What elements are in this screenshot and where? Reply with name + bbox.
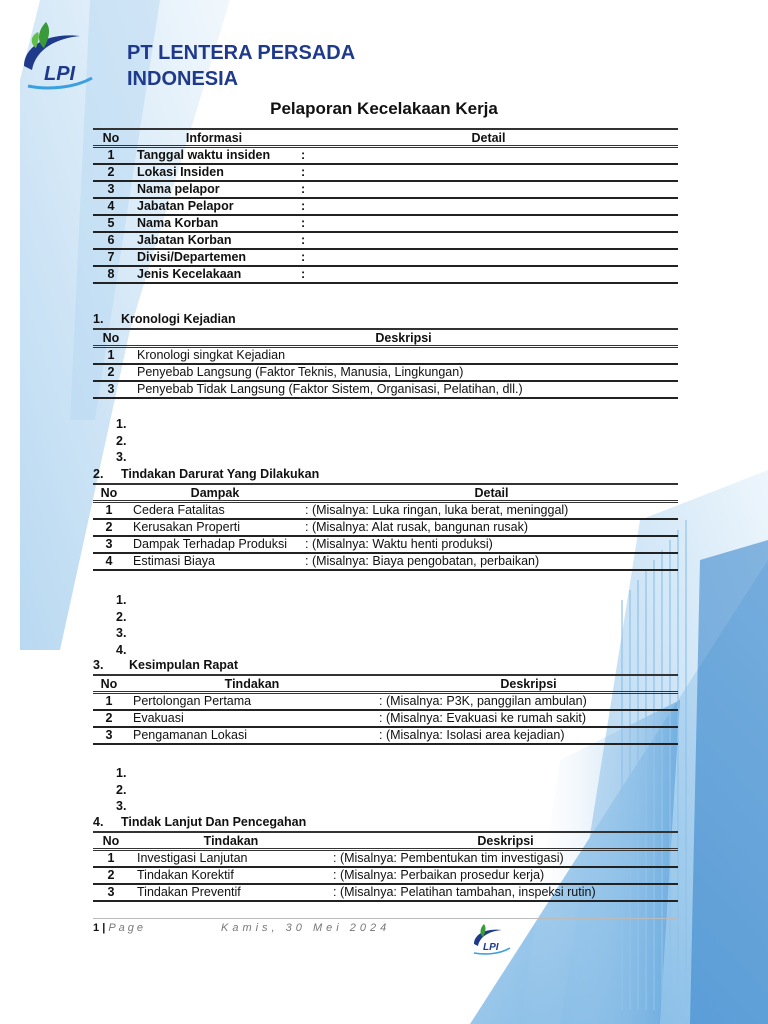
section-number: 3. xyxy=(93,658,104,672)
table-row xyxy=(93,347,678,365)
kronologi-table xyxy=(93,328,678,399)
table-row xyxy=(93,381,678,398)
list-item: 2. xyxy=(116,782,127,797)
table-row xyxy=(93,215,678,232)
row-item: Tindakan Preventif xyxy=(129,884,333,901)
page-footer xyxy=(93,922,391,934)
header-deskripsi: Deskripsi xyxy=(379,675,678,693)
document-title: Pelaporan Kecelakaan Kerja xyxy=(270,99,498,118)
footer-divider xyxy=(93,918,678,919)
row-label: Jenis Kecelakaan xyxy=(129,266,299,283)
row-detail: : (Misalnya: Biaya pengobatan, perbaikan) xyxy=(305,553,678,570)
kesimpulan-rapat-table xyxy=(93,674,678,745)
table-header-row xyxy=(93,129,678,147)
row-detail: : (Misalnya: Luka ringan, luka berat, meninggal) xyxy=(305,502,678,520)
header-detail: Detail xyxy=(299,129,678,147)
row-detail: : (Misalnya: P3K, panggilan ambulan) xyxy=(379,693,678,711)
table-header-row xyxy=(93,832,678,850)
row-no: 2 xyxy=(93,164,129,181)
row-item: Estimasi Biaya xyxy=(125,553,305,570)
row-detail: : (Misalnya: Pelatihan tambahan, inspeksi rutin) xyxy=(333,884,678,901)
company-name xyxy=(127,40,355,92)
row-value[interactable]: : xyxy=(299,249,678,266)
section-heading-tindak-lanjut xyxy=(93,815,306,829)
row-label: Nama pelapor xyxy=(129,181,299,198)
row-description: Penyebab Tidak Langsung (Faktor Sistem, Organisasi, Pelatihan, dll.) xyxy=(129,381,678,398)
row-no: 5 xyxy=(93,215,129,232)
table-row xyxy=(93,364,678,381)
row-detail: : (Misalnya: Evakuasi ke rumah sakit) xyxy=(379,710,678,727)
row-value[interactable]: : xyxy=(299,164,678,181)
header-deskripsi: Deskripsi xyxy=(333,832,678,850)
row-detail: : (Misalnya: Waktu henti produksi) xyxy=(305,536,678,553)
table-row xyxy=(93,693,678,711)
row-item: Investigasi Lanjutan xyxy=(129,850,333,868)
row-detail: : (Misalnya: Perbaikan prosedur kerja) xyxy=(333,867,678,884)
table-row xyxy=(93,850,678,868)
row-no: 3 xyxy=(93,181,129,198)
section-title: Tindak Lanjut Dan Pencegahan xyxy=(121,815,307,829)
list-item: 2. xyxy=(116,433,127,448)
table-row xyxy=(93,727,678,744)
section-title: Kronologi Kejadian xyxy=(121,312,236,326)
row-no: 8 xyxy=(93,266,129,283)
row-detail: : (Misalnya: Pembentukan tim investigasi) xyxy=(333,850,678,868)
header-detail: Detail xyxy=(305,484,678,502)
list-item: 3. xyxy=(116,450,127,464)
row-no: 1 xyxy=(93,502,125,520)
page-number: 1 xyxy=(93,922,100,934)
row-no: 2 xyxy=(93,867,129,884)
section-number: 4. xyxy=(93,815,104,829)
table-row xyxy=(93,232,678,249)
row-description: Kronologi singkat Kejadian xyxy=(129,347,678,365)
table-row xyxy=(93,147,678,165)
list-item: 1. xyxy=(116,593,127,607)
row-value[interactable]: : xyxy=(299,232,678,249)
page-label: Page xyxy=(108,922,147,934)
row-item: Tindakan Korektif xyxy=(129,867,333,884)
header-tindakan: Tindakan xyxy=(129,832,333,850)
list-item: 4. xyxy=(116,642,127,657)
header-no: No xyxy=(93,129,129,147)
header-deskripsi: Deskripsi xyxy=(129,329,678,347)
table-header-row xyxy=(93,675,678,693)
row-detail: : (Misalnya: Isolasi area kejadian) xyxy=(379,727,678,744)
section-title: Kesimpulan Rapat xyxy=(129,658,239,672)
row-label: Jabatan Pelapor xyxy=(129,198,299,215)
table-row xyxy=(93,164,678,181)
row-label: Jabatan Korban xyxy=(129,232,299,249)
row-no: 2 xyxy=(93,519,125,536)
table-row xyxy=(93,502,678,520)
tindakan-darurat-table xyxy=(93,483,678,571)
table-row xyxy=(93,266,678,283)
row-no: 1 xyxy=(93,347,129,365)
row-no: 3 xyxy=(93,381,129,398)
row-no: 7 xyxy=(93,249,129,266)
row-no: 1 xyxy=(93,147,129,165)
row-no: 1 xyxy=(93,693,125,711)
table-row xyxy=(93,884,678,901)
row-no: 4 xyxy=(93,553,125,570)
section-title: Tindakan Darurat Yang Dilakukan xyxy=(121,467,320,481)
row-no: 4 xyxy=(93,198,129,215)
company-logo xyxy=(18,18,98,92)
row-detail: : (Misalnya: Alat rusak, bangunan rusak) xyxy=(305,519,678,536)
company-name-line2: INDONESIA xyxy=(127,68,239,90)
list-item: 1. xyxy=(116,417,127,431)
row-item: Cedera Fatalitas xyxy=(125,502,305,520)
incident-info-table xyxy=(93,128,678,284)
table-row xyxy=(93,710,678,727)
section-number: 1. xyxy=(93,312,104,326)
row-description: Penyebab Langsung (Faktor Teknis, Manusia, Lingkungan) xyxy=(129,364,678,381)
row-item: Pengamanan Lokasi xyxy=(125,727,379,744)
tindakan-numbered-list xyxy=(116,592,126,658)
row-label: Nama Korban xyxy=(129,215,299,232)
kronologi-numbered-list xyxy=(116,416,126,466)
row-no: 2 xyxy=(93,710,125,727)
table-header-row xyxy=(93,484,678,502)
table-row xyxy=(93,553,678,570)
footer-logo xyxy=(470,922,512,956)
row-no: 1 xyxy=(93,850,129,868)
header-no: No xyxy=(93,675,125,693)
header-dampak: Dampak xyxy=(125,484,305,502)
row-no: 2 xyxy=(93,364,129,381)
row-no: 6 xyxy=(93,232,129,249)
section-number: 2. xyxy=(93,467,104,481)
table-row xyxy=(93,536,678,553)
row-value[interactable]: : xyxy=(299,181,678,198)
page-separator: | xyxy=(102,922,106,934)
header-tindakan: Tindakan xyxy=(125,675,379,693)
section-heading-tindakan-darurat xyxy=(93,467,319,481)
table-row xyxy=(93,181,678,198)
list-item: 2. xyxy=(116,609,127,624)
header-no: No xyxy=(93,832,129,850)
row-item: Evakuasi xyxy=(125,710,379,727)
list-item: 1. xyxy=(116,766,127,780)
row-item: Dampak Terhadap Produksi xyxy=(125,536,305,553)
section-heading-kesimpulan-rapat xyxy=(93,658,238,672)
footer-date: Kamis, 30 Mei 2024 xyxy=(221,922,391,934)
list-item: 3. xyxy=(116,799,127,813)
row-no: 3 xyxy=(93,727,125,744)
company-name-line1: PT LENTERA PERSADA xyxy=(127,42,356,64)
footer-logo-text: LPI xyxy=(483,942,499,953)
row-value[interactable]: : xyxy=(299,266,678,283)
row-label: Tanggal waktu insiden xyxy=(129,147,299,165)
row-value[interactable]: : xyxy=(299,198,678,215)
row-label: Divisi/Departemen xyxy=(129,249,299,266)
header-no: No xyxy=(93,329,129,347)
row-label: Lokasi Insiden xyxy=(129,164,299,181)
row-value[interactable]: : xyxy=(299,215,678,232)
table-row xyxy=(93,198,678,215)
row-item: Kerusakan Properti xyxy=(125,519,305,536)
tindak-lanjut-table xyxy=(93,831,678,902)
logo-text: LPI xyxy=(44,63,76,85)
row-item: Pertolongan Pertama xyxy=(125,693,379,711)
table-row xyxy=(93,867,678,884)
table-row xyxy=(93,519,678,536)
section-heading-kronologi xyxy=(93,312,236,326)
table-row xyxy=(93,249,678,266)
list-item: 3. xyxy=(116,626,127,640)
row-value[interactable]: : xyxy=(299,147,678,165)
row-no: 3 xyxy=(93,536,125,553)
header-no: No xyxy=(93,484,125,502)
table-header-row xyxy=(93,329,678,347)
kesimpulan-numbered-list xyxy=(116,765,126,815)
row-no: 3 xyxy=(93,884,129,901)
header-informasi: Informasi xyxy=(129,129,299,147)
